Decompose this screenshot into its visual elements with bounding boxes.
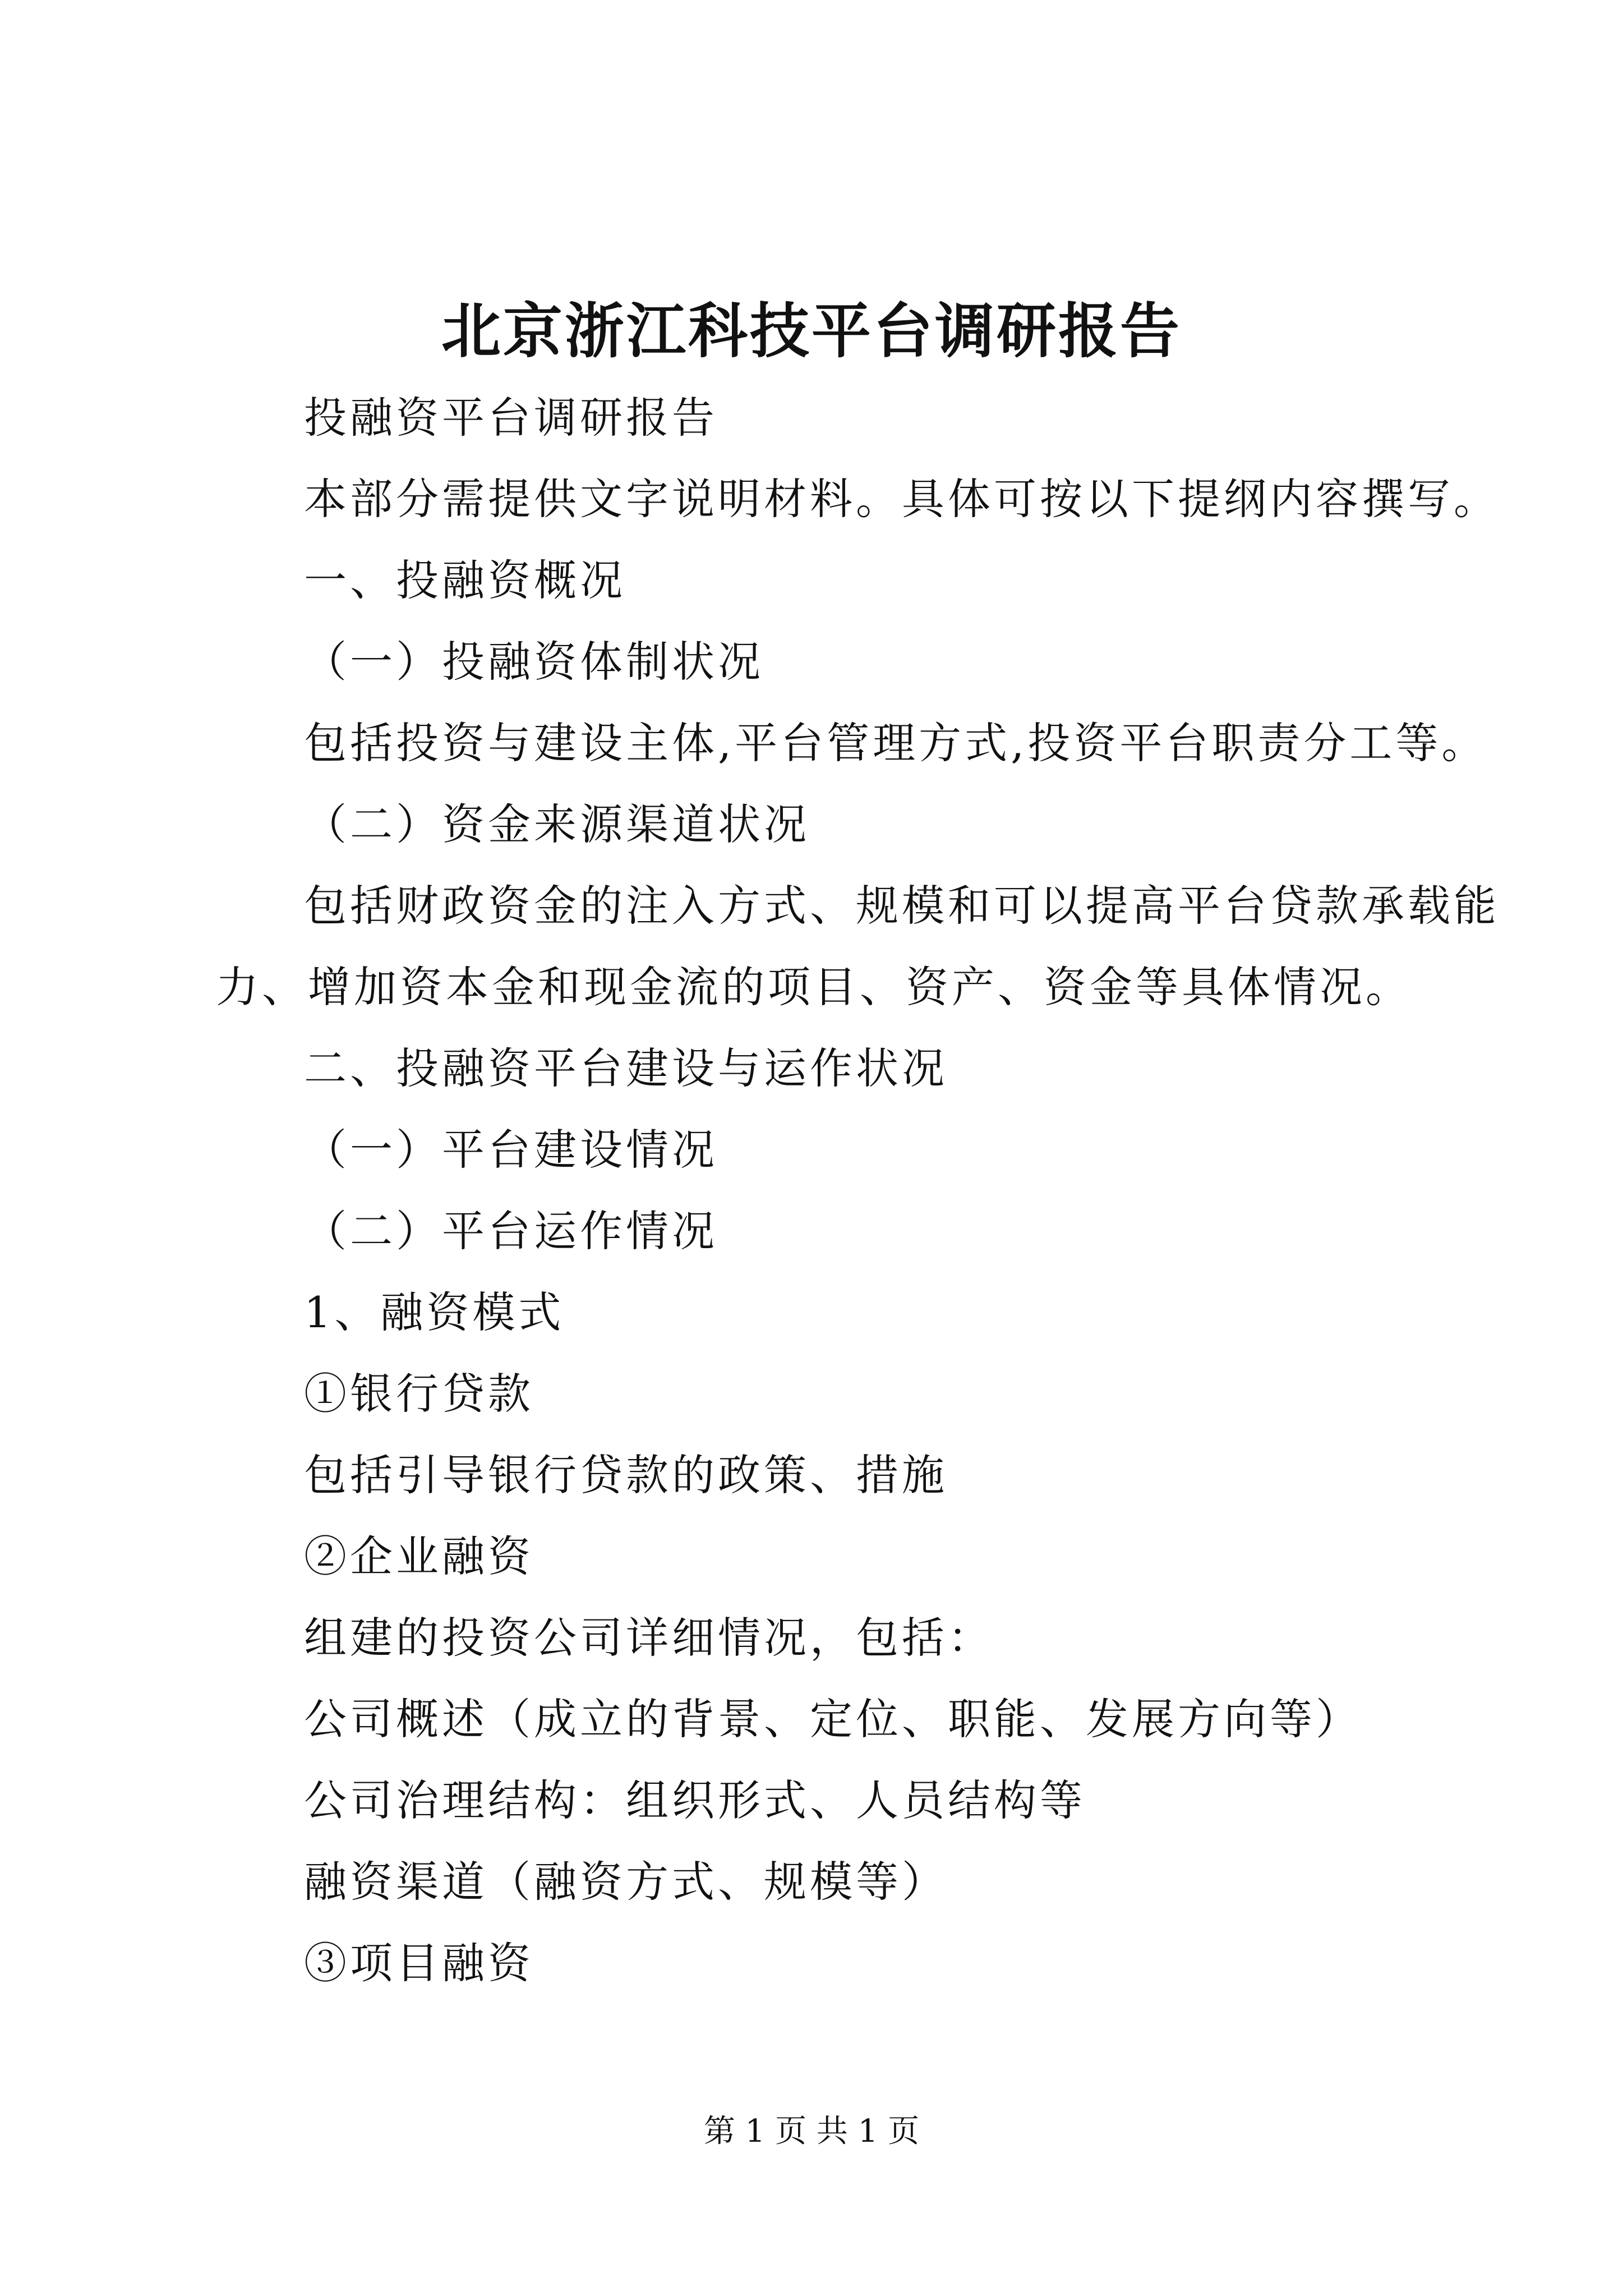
body-line-continued: 力、增加资本金和现金流的项目、资产、资金等具体情况。 xyxy=(216,962,1412,1012)
body-line: 包括引导银行贷款的政策、措施 xyxy=(304,1450,948,1500)
page-footer: 第 1 页 共 1 页 xyxy=(703,2113,920,2150)
subsection-heading-1-1: （一）投融资体制状况 xyxy=(304,637,764,687)
body-line: 包括财政资金的注入方式、规模和可以提高平台贷款承载能 xyxy=(304,881,1500,931)
subsection-heading-1-2: （二）资金来源渠道状况 xyxy=(304,799,810,849)
body-line: 组建的投资公司详细情况，包括： xyxy=(304,1613,994,1663)
document-title: 北京浙江科技平台调研报告 xyxy=(441,296,1182,366)
numbered-heading: 1、融资模式 xyxy=(304,1287,565,1337)
body-line: 公司治理结构：组织形式、人员结构等 xyxy=(304,1775,1086,1825)
section-heading-1: 一、投融资概况 xyxy=(304,555,626,605)
circled-item-3: ③项目融资 xyxy=(304,1938,534,1988)
body-line: 包括投资与建设主体,平台管理方式,投资平台职责分工等。 xyxy=(304,718,1488,768)
intro-line: 本部分需提供文字说明材料。具体可按以下提纲内容撰写。 xyxy=(304,474,1500,524)
subsection-heading-2-1: （一）平台建设情况 xyxy=(304,1125,718,1175)
circled-item-1: ①银行贷款 xyxy=(304,1369,534,1419)
body-line: 公司概述（成立的背景、定位、职能、发展方向等） xyxy=(304,1694,1362,1744)
subtitle-line: 投融资平台调研报告 xyxy=(304,393,718,443)
body-line: 融资渠道（融资方式、规模等） xyxy=(304,1857,948,1907)
subsection-heading-2-2: （二）平台运作情况 xyxy=(304,1206,718,1256)
circled-item-2: ②企业融资 xyxy=(304,1531,534,1581)
section-heading-2: 二、投融资平台建设与运作状况 xyxy=(304,1043,948,1093)
